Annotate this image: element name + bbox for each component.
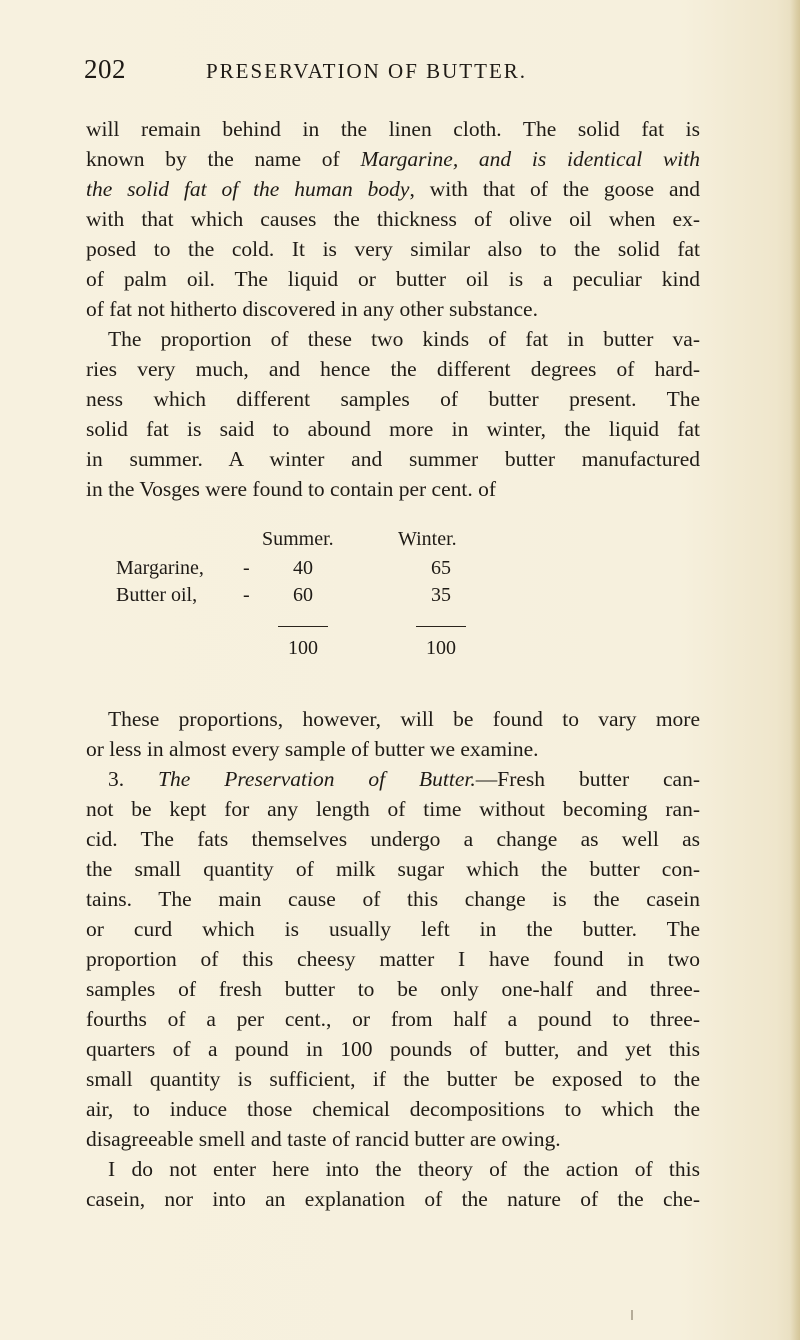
cell-margarine-winter: 65	[431, 557, 451, 579]
text-line: The proportion of these two kinds of fat in butter va-	[108, 327, 700, 351]
text-line: the small quantity of milk sugar which the butter con-	[86, 857, 700, 881]
row-label-butter-oil: Butter oil,	[116, 584, 198, 606]
row-leader-dash: -	[243, 584, 250, 606]
text-line: with that which causes the thickness of olive oil when ex-	[86, 207, 700, 231]
italic-term: the solid fat of the human body	[86, 177, 410, 201]
text-block-upper	[86, 114, 700, 504]
text-line: in summer. A winter and summer butter manufactured	[86, 447, 700, 471]
row-label-margarine: Margarine,	[116, 557, 204, 579]
text-line: I do not enter here into the theory of the action of this	[108, 1157, 700, 1181]
section-heading-line: 3. The Preservation of Butter.—Fresh butter can-	[108, 767, 701, 791]
text-line: the solid fat of the human body, with that of the goose and	[86, 177, 700, 201]
total-winter: 100	[426, 637, 456, 659]
page-number: 202	[84, 54, 126, 84]
sum-rule-winter	[416, 626, 466, 627]
text-line: or curd which is usually left in the butter. The	[86, 917, 700, 941]
text-line: in the Vosges were found to contain per cent. of	[86, 477, 496, 501]
text-line: known by the name of Margarine, and is identical with	[86, 147, 700, 171]
text-line: solid fat is said to abound more in winter, the liquid fat	[86, 417, 700, 441]
text-line: will remain behind in the linen cloth. The solid fat is	[86, 117, 700, 141]
paper-speck	[631, 1310, 633, 1320]
text-line: air, to induce those chemical decompositions to which the	[86, 1097, 700, 1121]
text-line: fourths of a per cent., or from half a pound to three-	[86, 1007, 700, 1031]
text-line: casein, nor into an explanation of the nature of the che-	[86, 1187, 700, 1211]
column-header-winter: Winter.	[398, 528, 457, 550]
page-header	[84, 54, 700, 86]
sum-rule-summer	[278, 626, 328, 627]
page-edge-shadow	[790, 0, 800, 1340]
cell-butter-oil-summer: 60	[293, 584, 313, 606]
section-title: The Preservation of Butter.	[158, 767, 476, 791]
text-line: not be kept for any length of time without becoming ran-	[86, 797, 700, 821]
text-line: proportion of this cheesy matter I have found in two	[86, 947, 700, 971]
fat-proportion-table	[116, 528, 656, 678]
text-line: small quantity is sufficient, if the butter be exposed to the	[86, 1067, 700, 1091]
cell-butter-oil-winter: 35	[431, 584, 451, 606]
text-line: quarters of a pound in 100 pounds of butter, and yet this	[86, 1037, 700, 1061]
text-line: samples of fresh butter to be only one-half and three-	[86, 977, 700, 1001]
text-line: of palm oil. The liquid or butter oil is a peculiar kind	[86, 267, 700, 291]
cell-margarine-summer: 40	[293, 557, 313, 579]
running-title: PRESERVATION OF BUTTER.	[206, 59, 528, 83]
text-line: ries very much, and hence the different degrees of hard-	[86, 357, 700, 381]
text-line: disagreeable smell and taste of rancid butter are owing.	[86, 1127, 561, 1151]
text-line: ness which different samples of butter present. The	[86, 387, 700, 411]
italic-term: Margarine, and is identical with	[360, 147, 700, 171]
row-leader-dash: -	[243, 557, 250, 579]
total-summer: 100	[288, 637, 318, 659]
text-line: of fat not hitherto discovered in any other substance.	[86, 297, 538, 321]
text-line: posed to the cold. It is very similar also to the solid fat	[86, 237, 700, 261]
text-line: tains. The main cause of this change is the casein	[86, 887, 700, 911]
text-line: cid. The fats themselves undergo a change as well as	[86, 827, 700, 851]
text-block-lower	[86, 704, 700, 1214]
text-line: or less in almost every sample of butter we examine.	[86, 737, 539, 761]
column-header-summer: Summer.	[262, 528, 334, 550]
text-line: These proportions, however, will be found to vary more	[108, 707, 700, 731]
